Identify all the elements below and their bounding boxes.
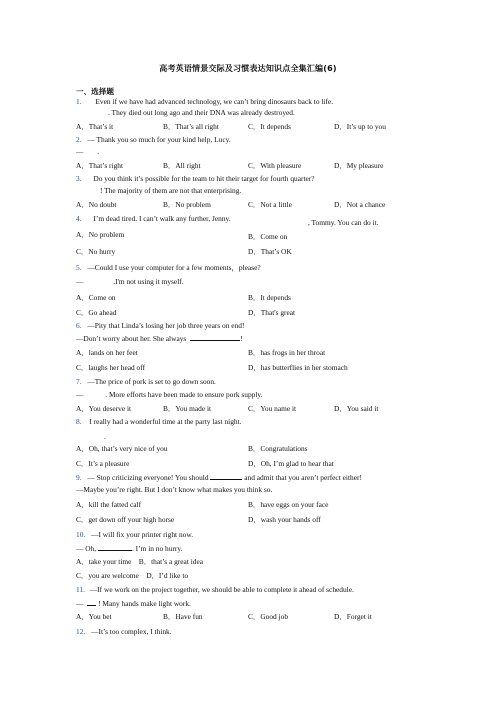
option-b[interactable]: B．Have fun xyxy=(163,612,203,621)
option-a[interactable]: A．lands on her feet xyxy=(76,348,138,357)
option-b[interactable]: B．That’s all right xyxy=(163,122,219,131)
question-text: Even if we have had advanced technology, we can’t bring dinosaurs back to life. xyxy=(95,97,334,106)
question-3-stem xyxy=(76,174,315,183)
option-a[interactable]: A．That’s it xyxy=(76,122,114,131)
question-text: —I will fix your printer right now. xyxy=(91,530,194,539)
question-12-stem xyxy=(76,627,172,636)
question-text: I really had a wonderful time at the party last night. xyxy=(89,417,242,426)
question-text: I’m dead tired. I can’t walk any further, Jenny. xyxy=(93,214,231,223)
answer-blank xyxy=(210,472,242,480)
option-d[interactable]: D．That's great xyxy=(248,308,296,317)
question-9-line2: —Maybe you’re right. But I don’t know what makes you think so. xyxy=(76,485,273,494)
option-a[interactable]: A．No doubt xyxy=(76,200,117,209)
option-d[interactable]: D．wash your hands off xyxy=(248,515,321,524)
question-9-stem xyxy=(76,472,362,482)
option-c[interactable]: C．You name it xyxy=(248,404,297,413)
option-b[interactable]: B．No problem xyxy=(163,200,211,209)
option-d[interactable]: D．You said it xyxy=(334,404,379,413)
question-7-stem xyxy=(76,377,216,386)
options-c-d[interactable]: C．you are welcome D．I’d like to xyxy=(76,571,189,580)
option-b[interactable]: B．have eggs on your face xyxy=(248,500,329,509)
option-b[interactable]: B．Congratulations xyxy=(248,444,308,453)
option-c[interactable]: C．laughs her head off xyxy=(76,363,146,372)
option-a[interactable]: A．No problem xyxy=(76,230,125,239)
dash: — xyxy=(76,599,84,608)
question-3-line2: ! The majority of them are not that enterprising. xyxy=(100,186,242,195)
dash: — xyxy=(76,147,84,156)
option-c[interactable]: C．Good job xyxy=(248,612,289,621)
question-number: 6. xyxy=(76,321,82,330)
question-6-line2 xyxy=(76,333,243,343)
option-b[interactable]: B．It depends xyxy=(248,293,291,302)
option-b[interactable]: B．All right xyxy=(163,161,201,170)
question-7-line2 xyxy=(76,390,262,399)
question-text: — Stop criticizing everyone! You should xyxy=(87,473,209,482)
question-text: —Pity that Linda’s losing her job three years on end! xyxy=(87,321,245,330)
dash: — xyxy=(76,390,84,399)
question-number: 3. xyxy=(76,174,82,183)
option-d[interactable]: D．That’s OK xyxy=(248,247,292,256)
option-a[interactable]: A．That’s right xyxy=(76,161,124,170)
option-b[interactable]: B．You made it xyxy=(163,404,212,413)
question-text: .I'm not using it myself. xyxy=(113,277,184,286)
question-2-stem xyxy=(76,135,231,144)
option-b[interactable]: B．Come on xyxy=(248,232,288,241)
question-number: 12. xyxy=(76,627,86,636)
question-text-cont: . I’m in no hurry. xyxy=(131,544,183,553)
question-text: —Could I use your computer for a few moments，please? xyxy=(87,263,261,272)
option-c[interactable]: C．Not a little xyxy=(248,200,292,209)
option-d[interactable]: D．Forget it xyxy=(334,612,372,621)
question-text: Do you think it’s possible for the team to hit their target for fourth quarter? xyxy=(93,174,315,183)
option-c[interactable]: C．With pleasure xyxy=(248,161,302,170)
question-text: —It’s too complex, I think. xyxy=(91,627,172,636)
option-a[interactable]: A．Oh, that’s very nice of you xyxy=(76,444,168,453)
section-heading: 一、选择题 xyxy=(76,87,114,96)
question-5-line2 xyxy=(76,277,184,286)
option-c[interactable]: C．get down off your high horse xyxy=(76,515,175,524)
answer-blank xyxy=(87,598,96,606)
question-text: —If we work on the project together, we should be able to complete it ahead of schedule. xyxy=(89,585,354,594)
option-c[interactable]: C．No hurry xyxy=(76,247,116,256)
option-d[interactable]: D．My pleasure xyxy=(334,161,384,170)
option-c[interactable]: C．It’s a pleasure xyxy=(76,459,130,468)
question-number: 5. xyxy=(76,263,82,272)
answer-blank xyxy=(190,333,243,343)
question-number: 1. xyxy=(76,97,82,106)
answer-blank-end: . xyxy=(97,147,100,156)
question-11-stem xyxy=(76,585,354,594)
option-d[interactable]: D．Not a chance xyxy=(334,200,386,209)
dash: — xyxy=(76,277,84,286)
question-1-stem xyxy=(76,97,333,106)
answer-blank-end: ! xyxy=(240,334,243,343)
question-number: 8. xyxy=(76,417,82,426)
option-a[interactable]: A．Come on xyxy=(76,293,116,302)
option-d[interactable]: D．Oh, I’m glad to hear that xyxy=(248,459,334,468)
question-text: — Oh, xyxy=(76,544,97,553)
question-text: — Thank you so much for your kind help, Lucy. xyxy=(87,135,231,144)
option-c[interactable]: C．It depends xyxy=(248,122,291,131)
question-10-stem xyxy=(76,530,193,539)
question-8-line2: . xyxy=(104,432,106,441)
question-text-cont: and admit that you aren’t perfect either! xyxy=(244,473,362,482)
answer-blank xyxy=(98,543,132,551)
question-10-line2 xyxy=(76,543,182,553)
question-number: 2. xyxy=(76,135,82,144)
option-d[interactable]: D．It’s up to you xyxy=(334,122,386,131)
option-d[interactable]: D．has butterflies in her stomach xyxy=(248,363,348,372)
question-11-line2 xyxy=(76,598,191,608)
option-c[interactable]: C．Go ahead xyxy=(76,308,117,317)
option-a[interactable]: A．You bet xyxy=(76,612,112,621)
options-a-b[interactable]: A．take your time B．that’s a great idea xyxy=(76,557,204,566)
page-title: 高考英语情景交际及习惯表达知识点全集汇编(6) xyxy=(159,64,337,73)
question-number: 10. xyxy=(76,530,86,539)
question-number: 4. xyxy=(76,214,82,223)
question-6-stem xyxy=(76,321,244,330)
question-text: —Don’t worry about her. She always xyxy=(76,334,187,343)
question-number: 11. xyxy=(76,585,85,594)
option-b[interactable]: B．has frogs in her throat xyxy=(248,348,326,357)
question-5-stem xyxy=(76,263,261,272)
question-4-stem xyxy=(76,214,231,223)
question-text-cont: ! Many hands make light work. xyxy=(98,599,191,608)
option-a[interactable]: A．You deserve it xyxy=(76,404,132,413)
question-8-stem xyxy=(76,417,241,426)
question-number: 9. xyxy=(76,473,82,482)
question-1-line2: . They died out long ago and their DNA was already destroyed. xyxy=(108,108,295,117)
question-text: . More efforts have been made to ensure pork supply. xyxy=(105,390,263,399)
option-a[interactable]: A．kill the fatted calf xyxy=(76,500,142,509)
question-2-line2 xyxy=(76,147,99,156)
question-number: 7. xyxy=(76,377,82,386)
question-4-reply: , Tommy. You can do it. xyxy=(308,218,379,227)
question-text: —The price of pork is set to go down soon. xyxy=(87,377,216,386)
